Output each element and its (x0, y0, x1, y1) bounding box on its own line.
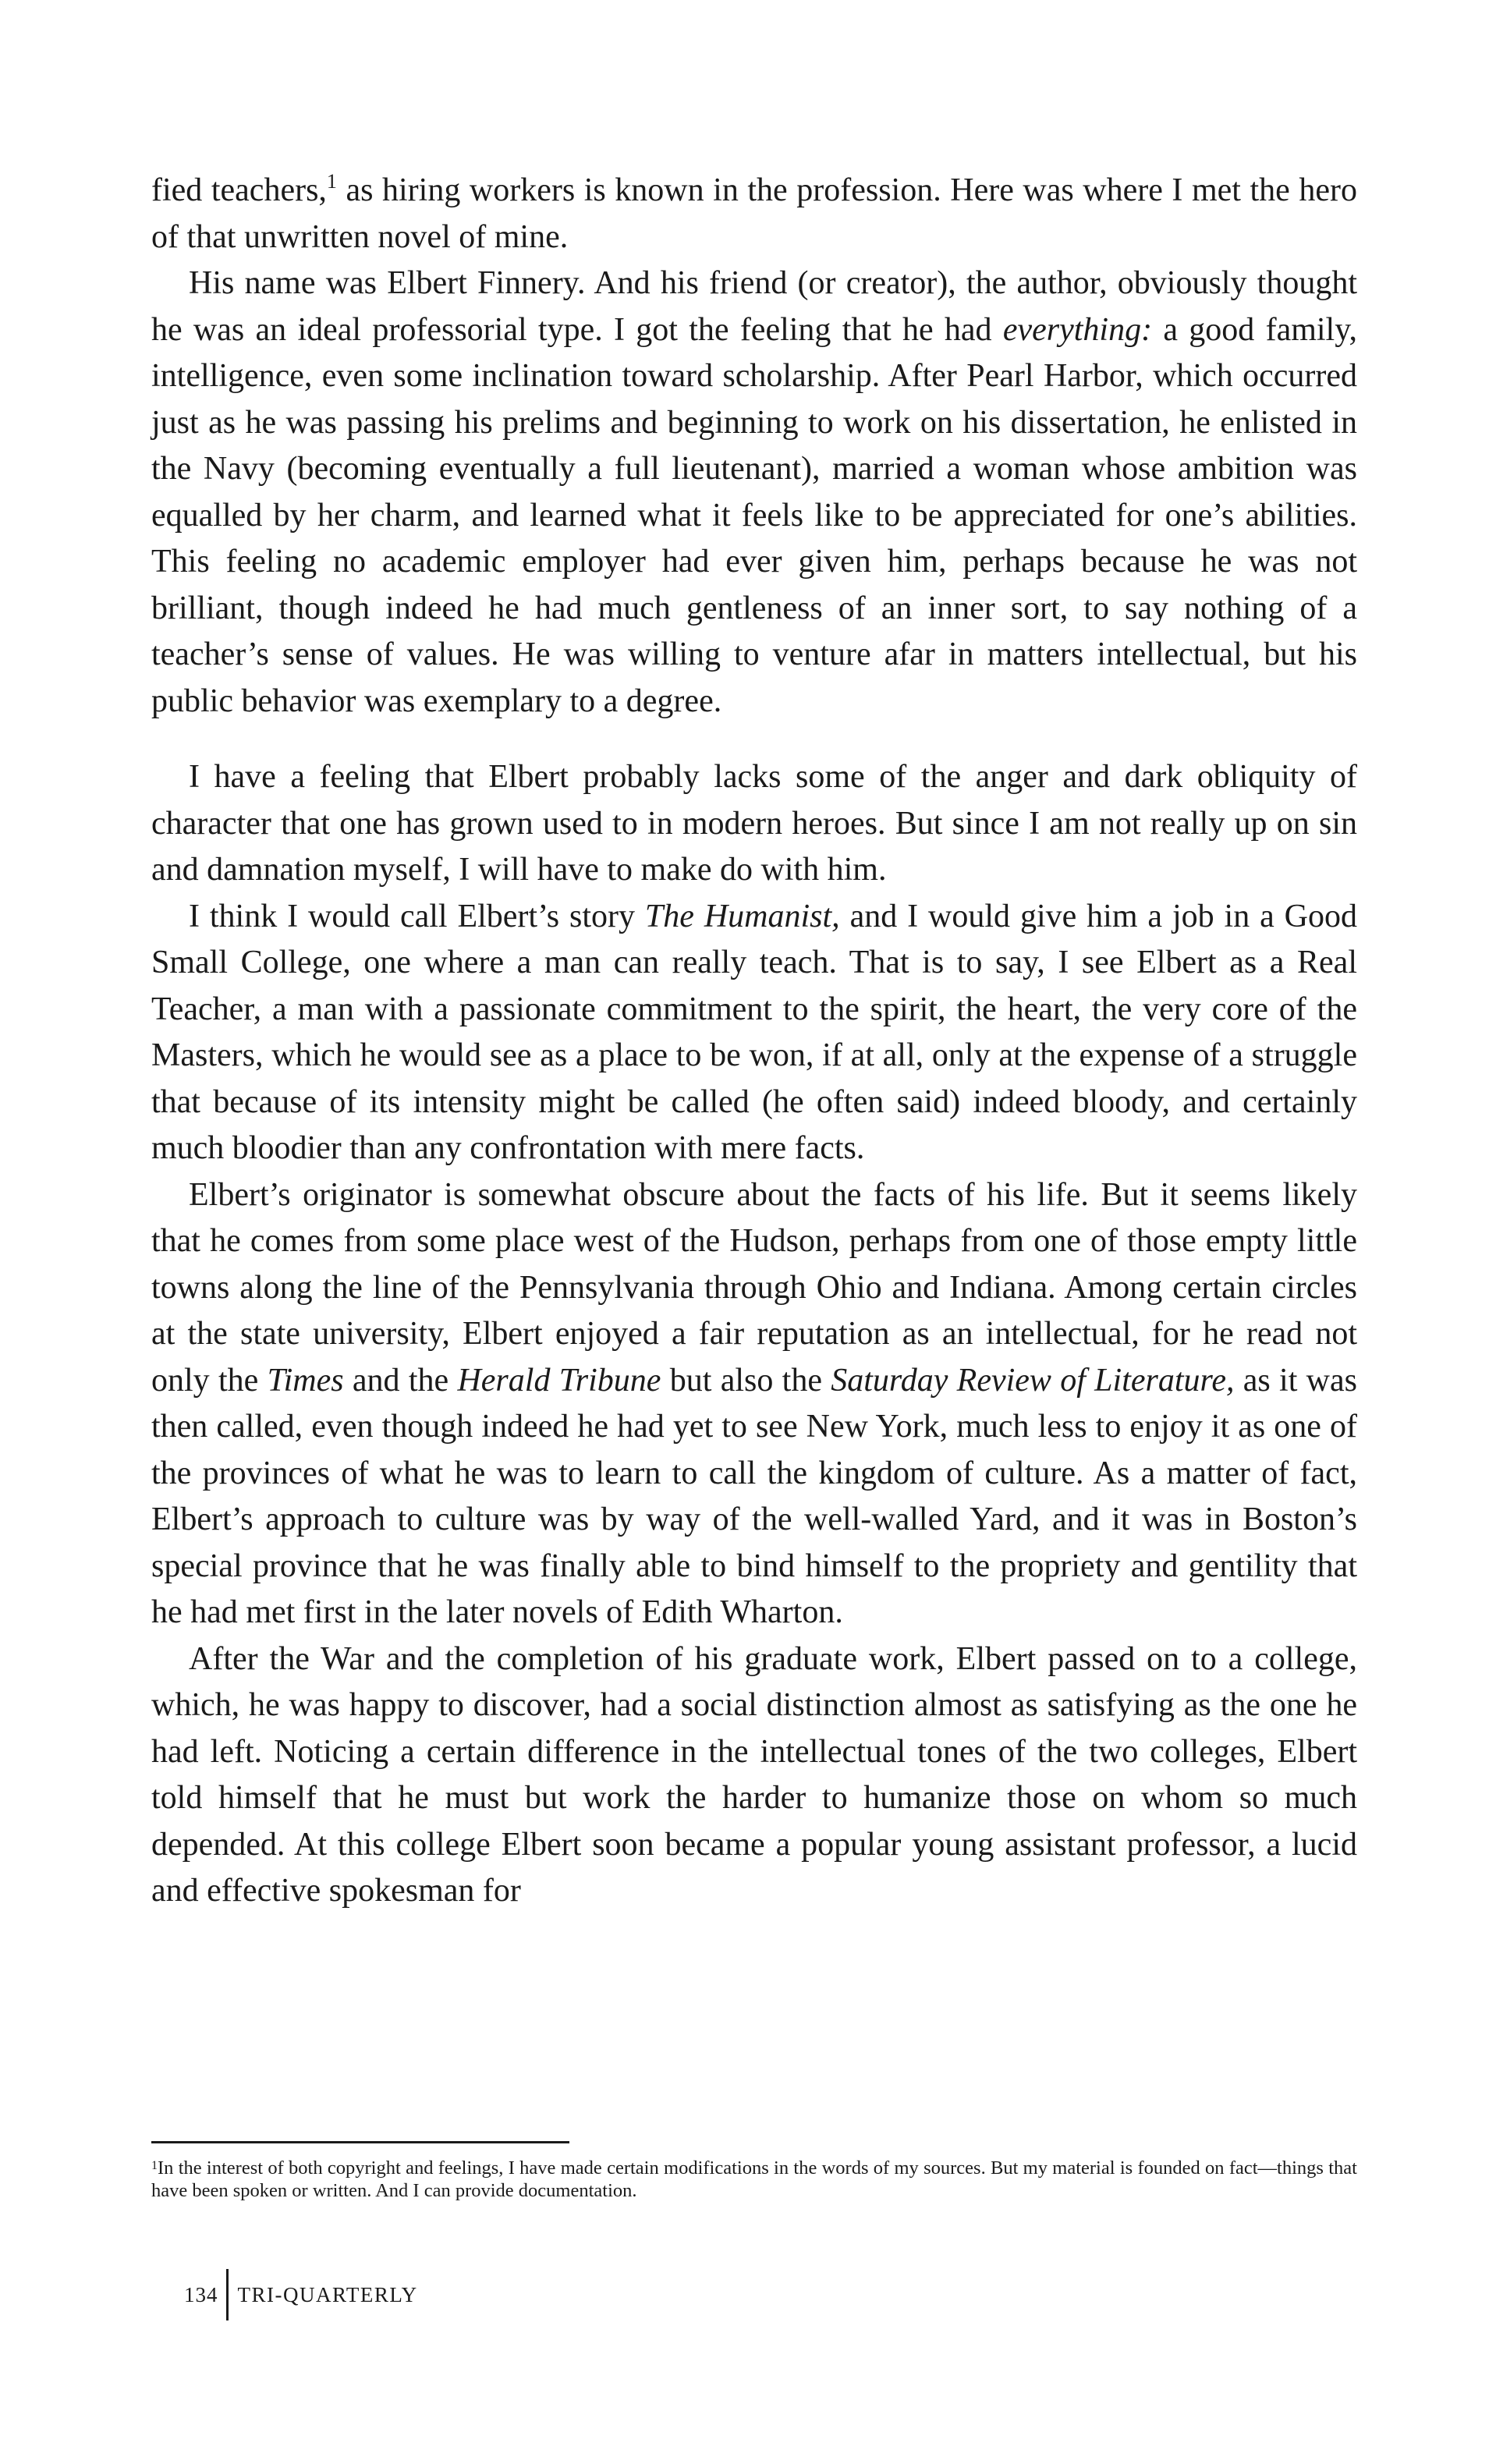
text-run: After the War and the completion of his graduate work, Elbert passed on to a college, which, he was happy to discover, had a social distinction almost as satisfying as the one he had left. Noticing a certain difference in the intellectual tones of the two colleges, Elbert told himself that he must but work the harder to humanize those on whom so much depended. At this college Elbert soon became a popular young assistant professor, a lucid and effective spokesman for (151, 1640, 1357, 1909)
italic-title: everything: (1002, 311, 1153, 348)
footnote-text: In the interest of both copyright and feelings, I have made certain modifications in the words of my sources. But my material is founded on fact—things that have been spoken or written. And I can provide documentation. (151, 2157, 1357, 2201)
text-run: His name was Elbert Finnery. And his friend (or creator), the author, obviously thought he was an ideal professorial type. I got the feeling that he had (151, 265, 1357, 348)
text-run: as hiring workers is known in the profession. Here was where I met the hero of that unwritten novel of mine. (151, 172, 1357, 255)
paragraph (151, 894, 1357, 1172)
text-run: a good family, intelligence, even some inclination toward scholarship. After Pearl Harbor, which occurred just as he was passing his prelims and beginning to work on his dissertation, he enlisted in the Navy (becoming eventually a full lieutenant), married a woman whose ambition was equalled by her charm, and learned what it feels like to be appreciated for one’s abilities. This feeling no academic employer had ever given him, perhaps because he was not brilliant, though indeed he had much gentleness of an inner sort, to say nothing of a teacher’s sense of values. He was willing to venture afar in matters intellectual, but his public behavior was exemplary to a degree. (151, 311, 1357, 719)
text-run: I have a feeling that Elbert probably lacks some of the anger and dark obliquity of character that one has grown used to in modern heroes. But since I am not really up on sin and damnation myself, I will have to make do with him. (151, 759, 1357, 888)
footnote-rule (151, 2141, 569, 2143)
paragraph (151, 1172, 1357, 1636)
text-run: and I would give him a job in a Good Small College, one where a man can really teach. That is to say, I see Elbert as a Real Teacher, a man with a passionate commitment to the spirit, the heart, the very core of the Masters, which he would see as a place to be won, if at all, only at the expense of a struggle that because of its intensity might be called (he often said) indeed bloody, and certainly much bloodier than any confrontation with mere facts. (151, 898, 1357, 1166)
page-number: 134 (184, 2282, 218, 2306)
paragraph (151, 261, 1357, 725)
text-run: I think I would call Elbert’s story (189, 898, 645, 934)
italic-title: Times (267, 1362, 344, 1399)
text-run: Elbert’s originator is somewhat obscure about the facts of his life. But it seems likely that he comes from some place west of the Hudson, perhaps from one of those empty little towns along the line of the Pennsylvania through Ohio and Indiana. Among certain circles at the state university, Elbert enjoyed a fair reputation as an intellectual, for he read not only the (151, 1176, 1357, 1399)
journal-title: TRI-QUARTERLY (237, 2282, 418, 2306)
body-text (151, 168, 1357, 1915)
text-run: but also the (661, 1362, 831, 1399)
italic-title: The Humanist, (644, 898, 840, 934)
footnote (151, 2154, 1357, 2202)
italic-title: Saturday Review of Literature, (831, 1362, 1235, 1399)
footnote-marker: 1 (151, 2159, 158, 2172)
folio (184, 2270, 418, 2320)
text-run: and the (343, 1362, 458, 1399)
italic-title: Herald Tribune (457, 1362, 661, 1399)
paragraph (151, 754, 1357, 894)
paragraph (151, 1636, 1357, 1915)
text-run: as it was then called, even though indeed he had yet to see New York, much less to enjoy it as one of the provinces of what he was to learn to call the kingdom of culture. As a matter of fact, Elbert’s approach to culture was by way of the well-walled Yard, and it was in Boston’s special province that he was finally able to bind himself to the propriety and gentility that he had met first in the later novels of Edith Wharton. (151, 1362, 1357, 1630)
paragraph (151, 168, 1357, 261)
text-run: fied teachers, (151, 172, 327, 208)
footnote-reference: 1 (326, 170, 337, 193)
